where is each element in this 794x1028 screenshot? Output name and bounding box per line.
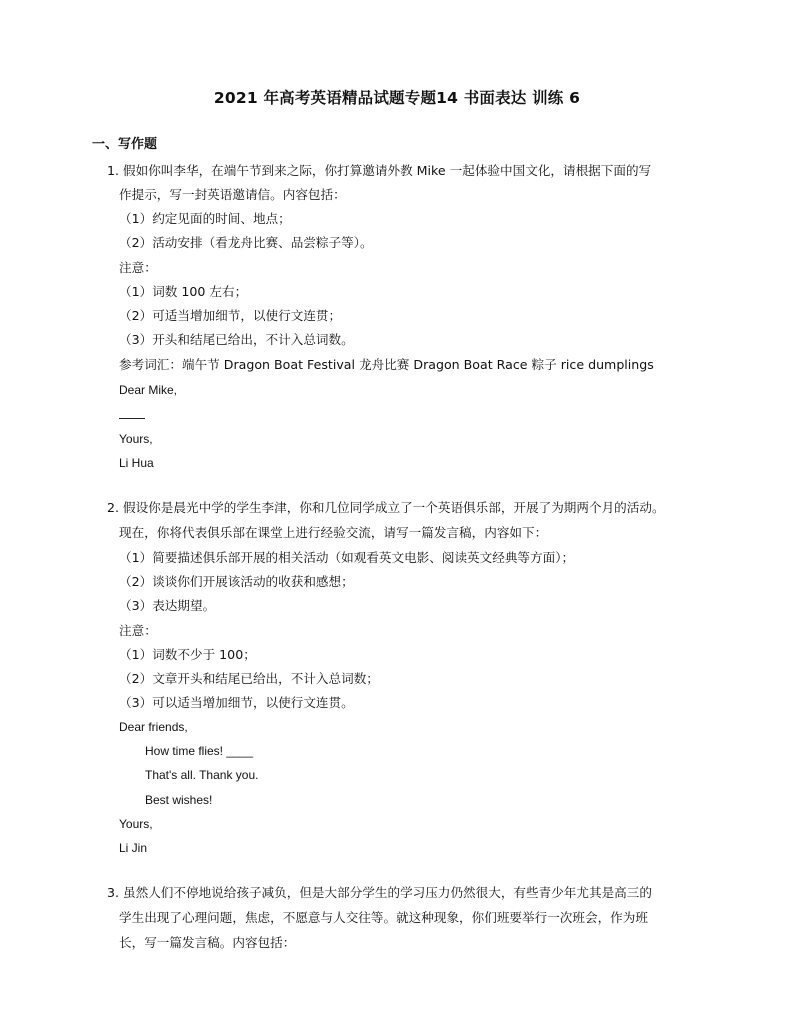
q2-line-9: （3）可以适当增加细节，以使行文连贯。 (119, 695, 354, 710)
q1-signature: Li Hua (119, 456, 154, 470)
q3-line-1: 3. 虽然人们不停地说给孩子减负，但是大部分学生的学习压力仍然很大，有些青少年尤其是高三的 (107, 885, 652, 900)
q2-greeting: Dear friends, (119, 720, 188, 734)
q2-opening-sentence: How time flies! ____ (145, 744, 254, 758)
q2-line-7: （1）词数不少于 100； (119, 647, 256, 662)
q2-line-5: （3）表达期望。 (119, 598, 216, 613)
q2-line-4: （2）谈谈你们开展该活动的收获和感想； (119, 574, 354, 589)
q1-line-8: （3）开头和结尾已给出，不计入总词数。 (119, 332, 354, 347)
q2-wishes: Best wishes! (145, 793, 213, 807)
q1-greeting: Dear Mike, (119, 383, 178, 397)
q1-line-7: （2）可适当增加细节，以使行文连贯； (119, 308, 342, 323)
q2-line-2: 现在，你将代表俱乐部在课堂上进行经验交流，请写一篇发言稿，内容如下： (119, 525, 548, 540)
q1-closing: Yours, (119, 432, 153, 446)
q1-line-1: 1. 假如你叫李华，在端午节到来之际，你打算邀请外教 Mike 一起体验中国文化，请根据下面的写 (107, 163, 652, 178)
q2-line-1: 2. 假设你是晨光中学的学生李津，你和几位同学成立了一个英语俱乐部，开展了为期两个月的活动。 (107, 500, 665, 515)
q3-line-3: 长，写一篇发言稿。内容包括： (119, 935, 296, 950)
q2-closing: Yours, (119, 817, 153, 831)
q3-line-2: 学生出现了心理问题，焦虑，不愿意与人交往等。就这种现象，你们班要举行一次班会，作为班 (119, 910, 648, 925)
q1-line-5: 注意： (119, 260, 157, 275)
q2-line-8: （2）文章开头和结尾已给出，不计入总词数； (119, 671, 379, 686)
section-heading: 一、写作题 (92, 137, 158, 152)
q1-line-9: 参考词汇：端午节 Dragon Boat Festival 龙舟比赛 Dragon Boat Race 粽子 rice dumplings (119, 357, 654, 372)
q1-line-6: （1）词数 100 左右； (119, 284, 248, 299)
q2-thanks: That's all. Thank you. (145, 768, 259, 782)
q1-line-4: （2）活动安排（看龙舟比赛、品尝粽子等）。 (119, 235, 373, 250)
q2-line-3: （1）简要描述俱乐部开展的相关活动（如观看英文电影、阅读英文经典等方面）； (119, 550, 575, 565)
q1-line-3: （1）约定见面的时间、地点； (119, 211, 291, 226)
q1-line-2: 作提示，写一封英语邀请信。内容包括： (119, 187, 346, 202)
document-title: 2021 年高考英语精品试题专题14 书面表达 训练 6 (213, 89, 581, 107)
q2-line-6: 注意： (119, 623, 157, 638)
q1-answer-blank (119, 418, 145, 419)
q2-signature: Li Jin (119, 841, 148, 855)
